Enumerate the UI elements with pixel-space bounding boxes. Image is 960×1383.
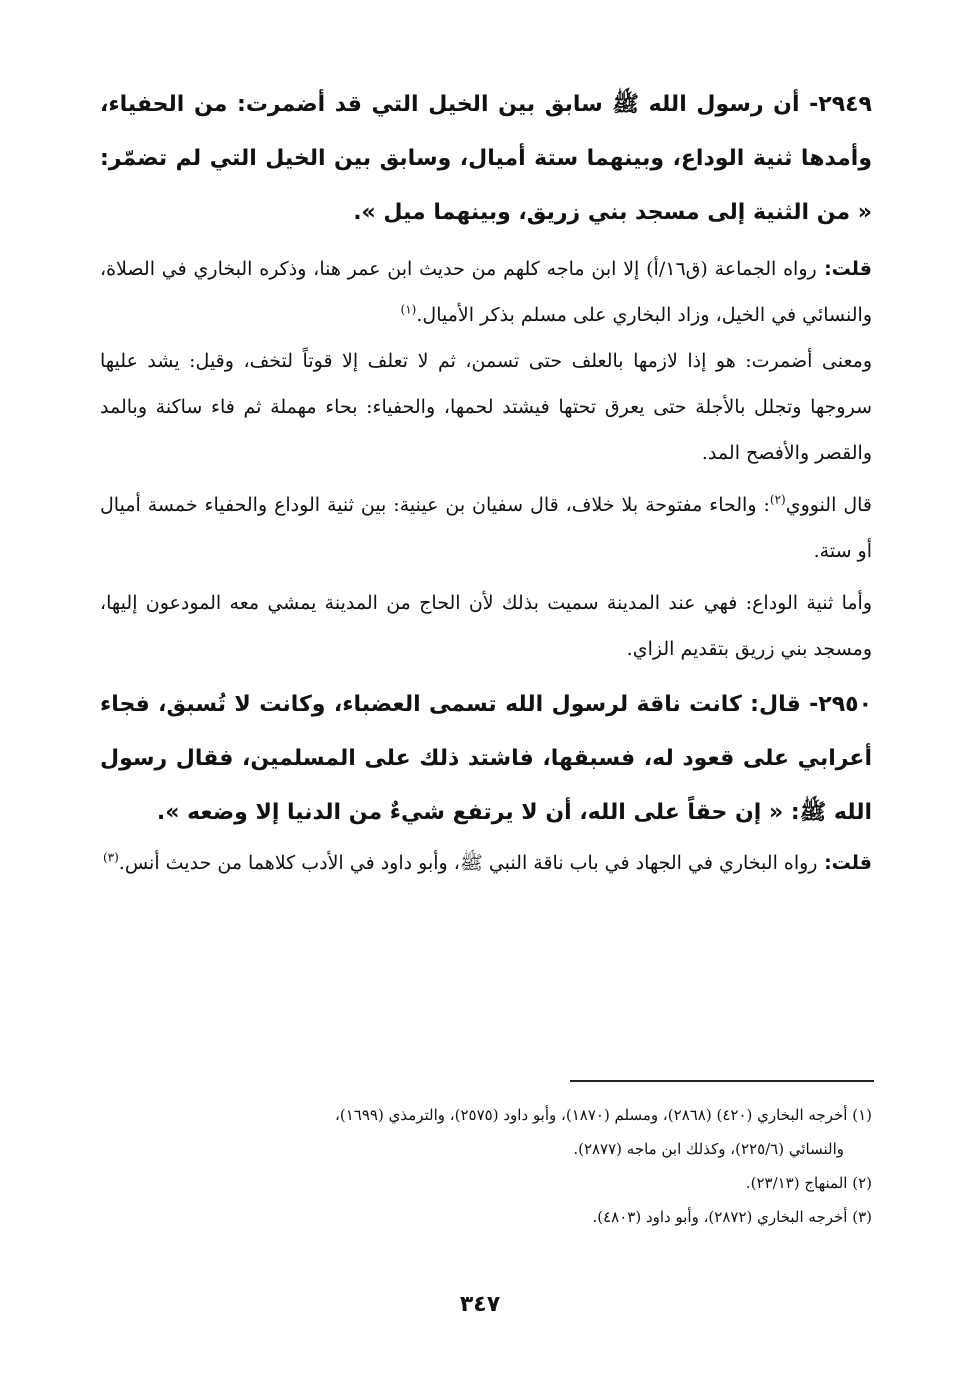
footnote-ref[interactable]: (٢)	[769, 492, 786, 507]
commentary-text: رواه البخاري في الجهاد في باب ناقة النبي ﷺ، وأبو داود في الأدب كلاهما من حديث أنس.	[118, 852, 818, 874]
hadith-number: ٢٩٤٩-	[799, 92, 872, 117]
footnote-ref[interactable]: (١)	[400, 302, 417, 317]
hadith-text: أن رسول الله ﷺ سابق بين الخيل التي قد أضمرت: من الحفياء، وأمدها ثنية الوداع، وبينهما ستة أميال، وسابق بين الخيل التي لم تضمّر: « من الثنية إلى مسجد بني زريق، وبينهما ميل ».	[100, 92, 872, 225]
main-text	[100, 78, 872, 886]
commentary-lead: قلت:	[817, 852, 872, 874]
hadith-number: ٢٩٥٠-	[800, 692, 872, 717]
commentary-paragraph	[100, 840, 872, 886]
footnote-divider	[570, 1080, 874, 1082]
commentary-lead: قلت:	[816, 258, 872, 280]
commentary-text: وأما ثنية الوداع: فهي عند المدينة سميت بذلك لأن الحاج من المدينة يمشي معه المودعون إليها، ومسجد بني زريق بتقديم الزاي.	[100, 592, 872, 660]
hadith-2950	[100, 678, 872, 840]
page-number: ٣٤٧	[459, 1292, 501, 1317]
commentary-paragraph	[100, 482, 872, 574]
footnote-1-continued: والنسائي (٢٢٥/٦)، وكذلك ابن ماجه (٢٨٧٧).	[573, 1140, 844, 1158]
footnote-3: (٣) أخرجه البخاري (٢٨٧٢)، وأبو داود (٤٨٠٣).	[592, 1208, 872, 1226]
hadith-2949	[100, 78, 872, 240]
commentary-text: : والحاء مفتوحة بلا خلاف، قال سفيان بن عينية: بين ثنية الوداع والحفياء خمسة أميال أو ستة.	[100, 494, 872, 562]
commentary-paragraph	[100, 580, 872, 672]
footnote-2: (٢) المنهاج (٢٣/١٣).	[745, 1174, 872, 1192]
footnote-1: (١) أخرجه البخاري (٤٢٠) (٢٨٦٨)، ومسلم (١٨٧٠)، وأبو داود (٢٥٧٥)، والترمذي (١٦٩٩)،	[335, 1106, 872, 1124]
hadith-text: قال: كانت ناقة لرسول الله تسمى العضباء، وكانت لا تُسبق، فجاء أعرابي على قعود له، فسبقها، فاشتد ذلك على المسلمين، فقال رسول الله ﷺ: « إن حقاً على الله، أن لا يرتفع شيءٌ من الدنيا إلا وضعه ».	[100, 692, 872, 825]
commentary-text: قال النووي	[785, 494, 872, 516]
commentary-paragraph	[100, 246, 872, 338]
commentary-paragraph	[100, 338, 872, 476]
footnotes	[100, 1098, 872, 1234]
footnote-ref[interactable]: (٣)	[102, 850, 119, 865]
commentary-text: ومعنى أضمرت: هو إذا لازمها بالعلف حتى تسمن، ثم لا تعلف إلا قوتاً لتخف، وقيل: يشد عليها سروجها وتجلل بالأجلة حتى يعرق تحتها فيشتد لحمها، والحفياء: بحاء مهملة ثم فاء ساكنة وبالمد والقصر والأفصح المد.	[100, 350, 872, 464]
commentary-text: رواه الجماعة (ق١٦/أ) إلا ابن ماجه كلهم من حديث ابن عمر هنا، وذكره البخاري في الصلاة، والنسائي في الخيل، وزاد البخاري على مسلم بذكر الأميال.	[100, 258, 872, 326]
